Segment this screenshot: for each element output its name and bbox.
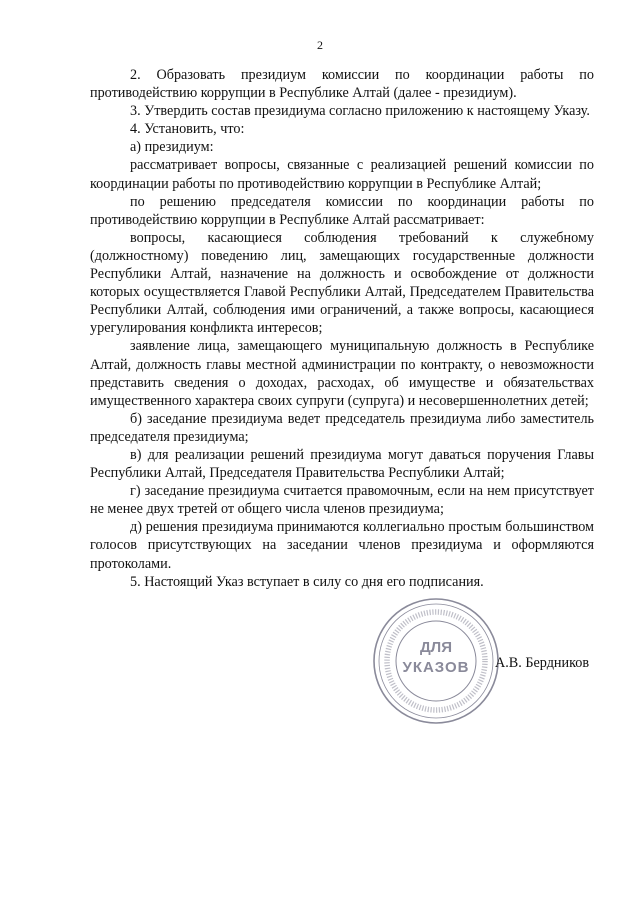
paragraph-3-composition: 3. Утвердить состав президиума согласно приложению к настоящему Указу. [130,103,590,120]
paragraph-4a-considers: рассматривает вопросы, связанные с реализацией решений комиссии по координации работы по противодействию коррупции в Республике Алтай; [90,157,594,192]
paragraph-4a-by-decision: по решению председателя комиссии по координации работы по противодействию коррупции в Республике Алтай рассматривает: [90,193,594,228]
document-body [90,66,594,591]
stamp-text-line1: ДЛЯ [420,639,452,656]
official-stamp [371,596,501,726]
paragraph-4a: а) президиум: [130,139,214,156]
paragraph-5-effective: 5. Настоящий Указ вступает в силу со дня его подписания. [130,573,484,590]
paragraph-4g: г) заседание президиума считается правомочным, если на нем присутствует не менее двух третей от общего числа членов президиума; [90,483,594,518]
paragraph-4-establish: 4. Установить, что: [130,121,245,138]
paragraph-4b: б) заседание президиума ведет председатель президиума либо заместитель председателя президиума; [90,410,594,445]
paragraph-4a-statement: заявление лица, замещающего муниципальную должность в Республике Алтай, должность главы местной администрации по контракту, о невозможности представить сведения о доходах, расходах, об имуществе и обязательствах имущественного характера своих супруги (супруга) и несовершеннолетних детей; [90,338,594,409]
page-number: 2 [317,38,323,52]
paragraph-4a-questions: вопросы, касающиеся соблюдения требований к служебному (должностному) поведению лиц, замещающих государственные должности Республики Алтай, назначение на должность и освобождение от должности которых осуществляется Главой Республики Алтай, Председателем Правительства Республики Алтай, соблюдения ими ограничений, а также вопросы, касающиеся урегулирования конфликта интересов; [90,229,594,337]
signature-name: А.В. Бердников [495,655,590,671]
paragraph-4d: д) решения президиума принимаются коллегиально простым большинством голосов присутствующих на заседании членов президиума и оформляются протоколами. [90,519,594,572]
paragraph-2-presidium: 2. Образовать президиум комиссии по координации работы по противодействию коррупции в Республике Алтай (далее - президиум). [90,67,594,102]
paragraph-4v: в) для реализации решений президиума могут даваться поручения Главы Республики Алтай, Председателя Правительства Республики Алтай; [90,446,594,482]
stamp-text-line2: УКАЗОВ [402,659,470,676]
